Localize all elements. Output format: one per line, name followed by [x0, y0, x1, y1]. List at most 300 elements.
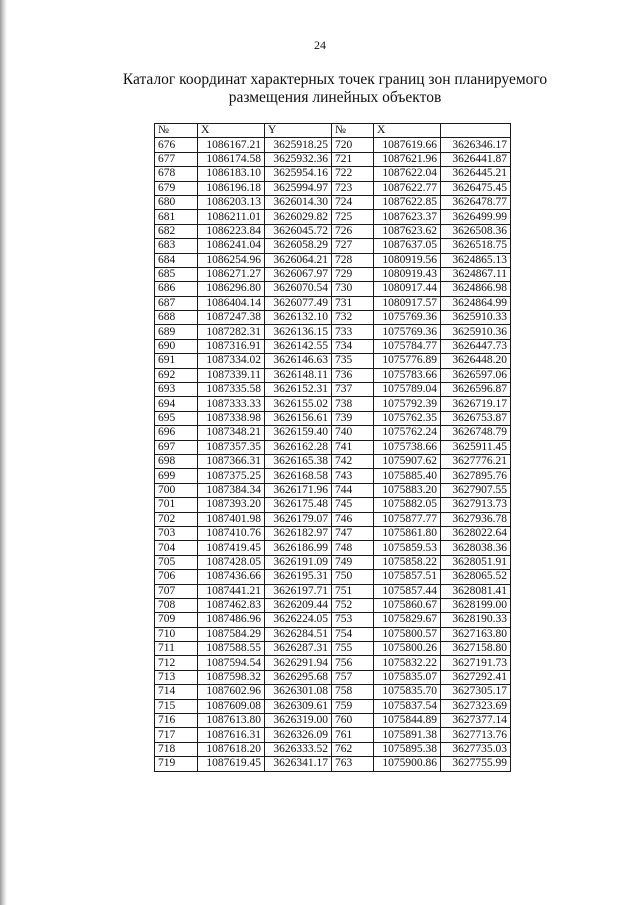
point-number-cell: 731: [332, 296, 374, 310]
y-coordinate-cell: 3625932.36: [265, 152, 332, 166]
x-coordinate-cell: 1087622.85: [374, 195, 441, 209]
point-number-cell: 702: [155, 512, 198, 526]
x-coordinate-cell: 1087401.98: [198, 512, 265, 526]
y-coordinate-cell: 3627292.41: [441, 670, 511, 684]
point-number-cell: 752: [332, 598, 374, 612]
y-coordinate-cell: 3626295.68: [265, 670, 332, 684]
x-coordinate-cell: 1086183.10: [198, 167, 265, 181]
y-coordinate-cell: 3628199.00: [441, 598, 511, 612]
y-coordinate-cell: 3628081.41: [441, 584, 511, 598]
x-coordinate-cell: 1075891.38: [374, 728, 441, 742]
y-coordinate-cell: 3627158.80: [441, 642, 511, 656]
x-coordinate-cell: 1075837.54: [374, 699, 441, 713]
x-coordinate-cell: 1087609.08: [198, 699, 265, 713]
y-coordinate-cell: 3626209.44: [265, 598, 332, 612]
point-number-cell: 678: [155, 167, 198, 181]
x-coordinate-cell: 1087621.96: [374, 152, 441, 166]
y-coordinate-cell: 3626508.36: [441, 224, 511, 238]
x-coordinate-cell: 1075792.39: [374, 397, 441, 411]
table-row: [155, 642, 511, 656]
x-coordinate-cell: 1087486.96: [198, 613, 265, 627]
y-coordinate-cell: 3624867.11: [441, 267, 511, 281]
point-number-cell: 733: [332, 325, 374, 339]
x-coordinate-cell: 1075762.24: [374, 426, 441, 440]
y-coordinate-cell: 3626058.29: [265, 239, 332, 253]
y-coordinate-cell: 3624866.98: [441, 282, 511, 296]
x-coordinate-cell: 1080917.44: [374, 282, 441, 296]
point-number-cell: 736: [332, 368, 374, 382]
x-coordinate-cell: 1087619.66: [374, 138, 441, 152]
point-number-cell: 742: [332, 454, 374, 468]
point-number-cell: 760: [332, 714, 374, 728]
y-coordinate-cell: 3625954.16: [265, 167, 332, 181]
y-coordinate-cell: 3626045.72: [265, 224, 332, 238]
x-coordinate-cell: 1080919.56: [374, 253, 441, 267]
x-coordinate-cell: 1075783.66: [374, 368, 441, 382]
point-number-cell: 734: [332, 339, 374, 353]
point-number-cell: 692: [155, 368, 198, 382]
y-coordinate-cell: 3624864.99: [441, 296, 511, 310]
y-coordinate-cell: 3627776.21: [441, 454, 511, 468]
y-coordinate-cell: 3626152.31: [265, 383, 332, 397]
y-coordinate-cell: 3628038.36: [441, 541, 511, 555]
point-number-cell: 763: [332, 757, 374, 771]
x-coordinate-cell: 1086167.21: [198, 138, 265, 152]
point-number-cell: 687: [155, 296, 198, 310]
y-coordinate-cell: 3625918.25: [265, 138, 332, 152]
y-coordinate-cell: 3626478.77: [441, 195, 511, 209]
y-coordinate-cell: 3626159.40: [265, 426, 332, 440]
y-coordinate-cell: 3627913.73: [441, 498, 511, 512]
x-coordinate-cell: 1075769.36: [374, 311, 441, 325]
x-coordinate-cell: 1075857.44: [374, 584, 441, 598]
point-number-cell: 722: [332, 167, 374, 181]
point-number-cell: 755: [332, 642, 374, 656]
table-row: [155, 454, 511, 468]
y-coordinate-cell: 3626748.79: [441, 426, 511, 440]
point-number-cell: 688: [155, 311, 198, 325]
x-coordinate-cell: 1075832.22: [374, 656, 441, 670]
table-row: [155, 138, 511, 152]
y-coordinate-cell: 3626014.30: [265, 195, 332, 209]
x-coordinate-cell: 1087594.54: [198, 656, 265, 670]
x-coordinate-cell: 1087436.66: [198, 570, 265, 584]
x-coordinate-cell: 1086296.80: [198, 282, 265, 296]
header-number-2: №: [332, 124, 374, 138]
x-coordinate-cell: 1087419.45: [198, 541, 265, 555]
point-number-cell: 754: [332, 627, 374, 641]
table-row: [155, 570, 511, 584]
table-row: [155, 728, 511, 742]
y-coordinate-cell: 3626596.87: [441, 383, 511, 397]
x-coordinate-cell: 1087428.05: [198, 555, 265, 569]
table-row: [155, 757, 511, 771]
x-coordinate-cell: 1075883.20: [374, 483, 441, 497]
header-x-2: X: [374, 124, 441, 138]
table-row: [155, 339, 511, 353]
point-number-cell: 689: [155, 325, 198, 339]
x-coordinate-cell: 1086404.14: [198, 296, 265, 310]
page-number: 24: [314, 38, 326, 52]
table-row: [155, 670, 511, 684]
x-coordinate-cell: 1087588.55: [198, 642, 265, 656]
scan-shadow-edge: [0, 0, 7, 905]
x-coordinate-cell: 1075800.57: [374, 627, 441, 641]
point-number-cell: 728: [332, 253, 374, 267]
y-coordinate-cell: 3627936.78: [441, 512, 511, 526]
x-coordinate-cell: 1087616.31: [198, 728, 265, 742]
x-coordinate-cell: 1087393.20: [198, 498, 265, 512]
y-coordinate-cell: 3625910.36: [441, 325, 511, 339]
x-coordinate-cell: 1075738.66: [374, 440, 441, 454]
point-number-cell: 725: [332, 210, 374, 224]
y-coordinate-cell: 3627755.99: [441, 757, 511, 771]
table-row: [155, 210, 511, 224]
point-number-cell: 679: [155, 181, 198, 195]
y-coordinate-cell: 3626333.52: [265, 742, 332, 756]
y-coordinate-cell: 3626499.99: [441, 210, 511, 224]
point-number-cell: 683: [155, 239, 198, 253]
x-coordinate-cell: 1075844.89: [374, 714, 441, 728]
y-coordinate-cell: 3626179.07: [265, 512, 332, 526]
table-row: [155, 483, 511, 497]
point-number-cell: 676: [155, 138, 198, 152]
y-coordinate-cell: 3627305.17: [441, 685, 511, 699]
y-coordinate-cell: 3626597.06: [441, 368, 511, 382]
y-coordinate-cell: 3626162.28: [265, 440, 332, 454]
x-coordinate-cell: 1087462.83: [198, 598, 265, 612]
x-coordinate-cell: 1080919.43: [374, 267, 441, 281]
y-coordinate-cell: 3626195.31: [265, 570, 332, 584]
point-number-cell: 756: [332, 656, 374, 670]
x-coordinate-cell: 1087623.62: [374, 224, 441, 238]
point-number-cell: 708: [155, 598, 198, 612]
y-coordinate-cell: 3626326.09: [265, 728, 332, 742]
table-row: [155, 742, 511, 756]
x-coordinate-cell: 1087334.02: [198, 354, 265, 368]
y-coordinate-cell: 3626168.58: [265, 469, 332, 483]
point-number-cell: 709: [155, 613, 198, 627]
x-coordinate-cell: 1087375.25: [198, 469, 265, 483]
y-coordinate-cell: 3626518.75: [441, 239, 511, 253]
x-coordinate-cell: 1087366.31: [198, 454, 265, 468]
table-row: [155, 613, 511, 627]
x-coordinate-cell: 1075877.77: [374, 512, 441, 526]
table-row: [155, 627, 511, 641]
point-number-cell: 727: [332, 239, 374, 253]
table-header-row: [155, 124, 511, 138]
y-coordinate-cell: 3626077.49: [265, 296, 332, 310]
y-coordinate-cell: 3625911.45: [441, 440, 511, 454]
table-row: [155, 152, 511, 166]
point-number-cell: 680: [155, 195, 198, 209]
table-row: [155, 411, 511, 425]
x-coordinate-cell: 1086196.18: [198, 181, 265, 195]
y-coordinate-cell: 3626191.09: [265, 555, 332, 569]
point-number-cell: 739: [332, 411, 374, 425]
x-coordinate-cell: 1086203.13: [198, 195, 265, 209]
header-y-1: Y: [265, 124, 332, 138]
coordinates-table: [154, 123, 511, 772]
x-coordinate-cell: 1075829.67: [374, 613, 441, 627]
y-coordinate-cell: 3626155.02: [265, 397, 332, 411]
y-coordinate-cell: 3627735.03: [441, 742, 511, 756]
y-coordinate-cell: 3626341.17: [265, 757, 332, 771]
x-coordinate-cell: 1087622.77: [374, 181, 441, 195]
x-coordinate-cell: 1087357.35: [198, 440, 265, 454]
table-row: [155, 656, 511, 670]
x-coordinate-cell: 1087316.91: [198, 339, 265, 353]
point-number-cell: 711: [155, 642, 198, 656]
x-coordinate-cell: 1086211.01: [198, 210, 265, 224]
table-row: [155, 181, 511, 195]
point-number-cell: 743: [332, 469, 374, 483]
point-number-cell: 751: [332, 584, 374, 598]
y-coordinate-cell: 3626156.61: [265, 411, 332, 425]
x-coordinate-cell: 1075835.07: [374, 670, 441, 684]
y-coordinate-cell: 3626719.17: [441, 397, 511, 411]
x-coordinate-cell: 1086271.27: [198, 267, 265, 281]
table-row: [155, 267, 511, 281]
point-number-cell: 697: [155, 440, 198, 454]
x-coordinate-cell: 1087598.32: [198, 670, 265, 684]
y-coordinate-cell: 3626171.96: [265, 483, 332, 497]
point-number-cell: 699: [155, 469, 198, 483]
point-number-cell: 677: [155, 152, 198, 166]
table-row: [155, 253, 511, 267]
table-row: [155, 426, 511, 440]
y-coordinate-cell: 3627191.73: [441, 656, 511, 670]
table-row: [155, 541, 511, 555]
coordinates-table-body: [155, 138, 511, 771]
y-coordinate-cell: 3626146.63: [265, 354, 332, 368]
y-coordinate-cell: 3626475.45: [441, 181, 511, 195]
point-number-cell: 703: [155, 526, 198, 540]
table-row: [155, 368, 511, 382]
y-coordinate-cell: 3626441.87: [441, 152, 511, 166]
point-number-cell: 745: [332, 498, 374, 512]
x-coordinate-cell: 1087622.04: [374, 167, 441, 181]
point-number-cell: 748: [332, 541, 374, 555]
x-coordinate-cell: 1086254.96: [198, 253, 265, 267]
header-y-2: [441, 124, 511, 138]
x-coordinate-cell: 1087348.21: [198, 426, 265, 440]
x-coordinate-cell: 1075900.86: [374, 757, 441, 771]
x-coordinate-cell: 1087384.34: [198, 483, 265, 497]
point-number-cell: 681: [155, 210, 198, 224]
y-coordinate-cell: 3626142.55: [265, 339, 332, 353]
point-number-cell: 718: [155, 742, 198, 756]
y-coordinate-cell: 3626346.17: [441, 138, 511, 152]
page-title: [90, 71, 580, 107]
y-coordinate-cell: 3626136.15: [265, 325, 332, 339]
y-coordinate-cell: 3626445.21: [441, 167, 511, 181]
point-number-cell: 706: [155, 570, 198, 584]
point-number-cell: 753: [332, 613, 374, 627]
y-coordinate-cell: 3626301.08: [265, 685, 332, 699]
point-number-cell: 712: [155, 656, 198, 670]
x-coordinate-cell: 1087338.98: [198, 411, 265, 425]
point-number-cell: 713: [155, 670, 198, 684]
point-number-cell: 700: [155, 483, 198, 497]
x-coordinate-cell: 1087282.31: [198, 325, 265, 339]
point-number-cell: 738: [332, 397, 374, 411]
y-coordinate-cell: 3626165.38: [265, 454, 332, 468]
point-number-cell: 693: [155, 383, 198, 397]
x-coordinate-cell: 1075907.62: [374, 454, 441, 468]
x-coordinate-cell: 1087613.80: [198, 714, 265, 728]
point-number-cell: 724: [332, 195, 374, 209]
point-number-cell: 695: [155, 411, 198, 425]
point-number-cell: 694: [155, 397, 198, 411]
x-coordinate-cell: 1075861.80: [374, 526, 441, 540]
y-coordinate-cell: 3626029.82: [265, 210, 332, 224]
point-number-cell: 723: [332, 181, 374, 195]
table-row: [155, 167, 511, 181]
point-number-cell: 717: [155, 728, 198, 742]
y-coordinate-cell: 3627377.14: [441, 714, 511, 728]
x-coordinate-cell: 1075835.70: [374, 685, 441, 699]
point-number-cell: 729: [332, 267, 374, 281]
point-number-cell: 719: [155, 757, 198, 771]
y-coordinate-cell: 3626291.94: [265, 656, 332, 670]
y-coordinate-cell: 3626447.73: [441, 339, 511, 353]
y-coordinate-cell: 3627895.76: [441, 469, 511, 483]
y-coordinate-cell: 3626132.10: [265, 311, 332, 325]
point-number-cell: 707: [155, 584, 198, 598]
x-coordinate-cell: 1075885.40: [374, 469, 441, 483]
point-number-cell: 720: [332, 138, 374, 152]
y-coordinate-cell: 3626186.99: [265, 541, 332, 555]
x-coordinate-cell: 1087637.05: [374, 239, 441, 253]
table-row: [155, 440, 511, 454]
x-coordinate-cell: 1075784.77: [374, 339, 441, 353]
table-row: [155, 354, 511, 368]
point-number-cell: 746: [332, 512, 374, 526]
table-row: [155, 383, 511, 397]
point-number-cell: 691: [155, 354, 198, 368]
x-coordinate-cell: 1087623.37: [374, 210, 441, 224]
table-row: [155, 325, 511, 339]
table-row: [155, 311, 511, 325]
point-number-cell: 698: [155, 454, 198, 468]
x-coordinate-cell: 1087335.58: [198, 383, 265, 397]
header-x-1: X: [198, 124, 265, 138]
y-coordinate-cell: 3626182.97: [265, 526, 332, 540]
table-row: [155, 512, 511, 526]
point-number-cell: 715: [155, 699, 198, 713]
x-coordinate-cell: 1075858.22: [374, 555, 441, 569]
y-coordinate-cell: 3626319.00: [265, 714, 332, 728]
x-coordinate-cell: 1075800.26: [374, 642, 441, 656]
point-number-cell: 684: [155, 253, 198, 267]
point-number-cell: 704: [155, 541, 198, 555]
point-number-cell: 716: [155, 714, 198, 728]
y-coordinate-cell: 3627163.80: [441, 627, 511, 641]
x-coordinate-cell: 1087602.96: [198, 685, 265, 699]
x-coordinate-cell: 1087619.45: [198, 757, 265, 771]
point-number-cell: 761: [332, 728, 374, 742]
x-coordinate-cell: 1075769.36: [374, 325, 441, 339]
point-number-cell: 682: [155, 224, 198, 238]
y-coordinate-cell: 3627713.76: [441, 728, 511, 742]
x-coordinate-cell: 1087441.21: [198, 584, 265, 598]
y-coordinate-cell: 3625910.33: [441, 311, 511, 325]
x-coordinate-cell: 1086241.04: [198, 239, 265, 253]
y-coordinate-cell: 3625994.97: [265, 181, 332, 195]
table-row: [155, 699, 511, 713]
x-coordinate-cell: 1075859.53: [374, 541, 441, 555]
x-coordinate-cell: 1087339.11: [198, 368, 265, 382]
y-coordinate-cell: 3626064.21: [265, 253, 332, 267]
point-number-cell: 747: [332, 526, 374, 540]
point-number-cell: 741: [332, 440, 374, 454]
table-row: [155, 282, 511, 296]
table-row: [155, 685, 511, 699]
y-coordinate-cell: 3624865.13: [441, 253, 511, 267]
x-coordinate-cell: 1087333.33: [198, 397, 265, 411]
x-coordinate-cell: 1075789.04: [374, 383, 441, 397]
point-number-cell: 726: [332, 224, 374, 238]
y-coordinate-cell: 3628022.64: [441, 526, 511, 540]
x-coordinate-cell: 1075857.51: [374, 570, 441, 584]
table-row: [155, 598, 511, 612]
y-coordinate-cell: 3626148.11: [265, 368, 332, 382]
x-coordinate-cell: 1075882.05: [374, 498, 441, 512]
x-coordinate-cell: 1075776.89: [374, 354, 441, 368]
y-coordinate-cell: 3626067.97: [265, 267, 332, 281]
header-number-1: №: [155, 124, 198, 138]
table-row: [155, 714, 511, 728]
point-number-cell: 685: [155, 267, 198, 281]
point-number-cell: 701: [155, 498, 198, 512]
x-coordinate-cell: 1075762.35: [374, 411, 441, 425]
point-number-cell: 735: [332, 354, 374, 368]
table-row: [155, 296, 511, 310]
x-coordinate-cell: 1087618.20: [198, 742, 265, 756]
y-coordinate-cell: 3626224.05: [265, 613, 332, 627]
point-number-cell: 744: [332, 483, 374, 497]
y-coordinate-cell: 3626448.20: [441, 354, 511, 368]
point-number-cell: 714: [155, 685, 198, 699]
point-number-cell: 721: [332, 152, 374, 166]
y-coordinate-cell: 3626287.31: [265, 642, 332, 656]
point-number-cell: 696: [155, 426, 198, 440]
table-row: [155, 239, 511, 253]
point-number-cell: 762: [332, 742, 374, 756]
y-coordinate-cell: 3626070.54: [265, 282, 332, 296]
table-row: [155, 555, 511, 569]
point-number-cell: 730: [332, 282, 374, 296]
y-coordinate-cell: 3627907.55: [441, 483, 511, 497]
x-coordinate-cell: 1080917.57: [374, 296, 441, 310]
x-coordinate-cell: 1086223.84: [198, 224, 265, 238]
point-number-cell: 750: [332, 570, 374, 584]
y-coordinate-cell: 3627323.69: [441, 699, 511, 713]
y-coordinate-cell: 3628051.91: [441, 555, 511, 569]
point-number-cell: 705: [155, 555, 198, 569]
y-coordinate-cell: 3628190.33: [441, 613, 511, 627]
table-row: [155, 195, 511, 209]
y-coordinate-cell: 3626175.48: [265, 498, 332, 512]
point-number-cell: 690: [155, 339, 198, 353]
table-row: [155, 397, 511, 411]
point-number-cell: 749: [332, 555, 374, 569]
title-line-1: Каталог координат характерных точек границ зон планируемого: [122, 71, 548, 88]
table-row: [155, 526, 511, 540]
point-number-cell: 710: [155, 627, 198, 641]
table-row: [155, 224, 511, 238]
